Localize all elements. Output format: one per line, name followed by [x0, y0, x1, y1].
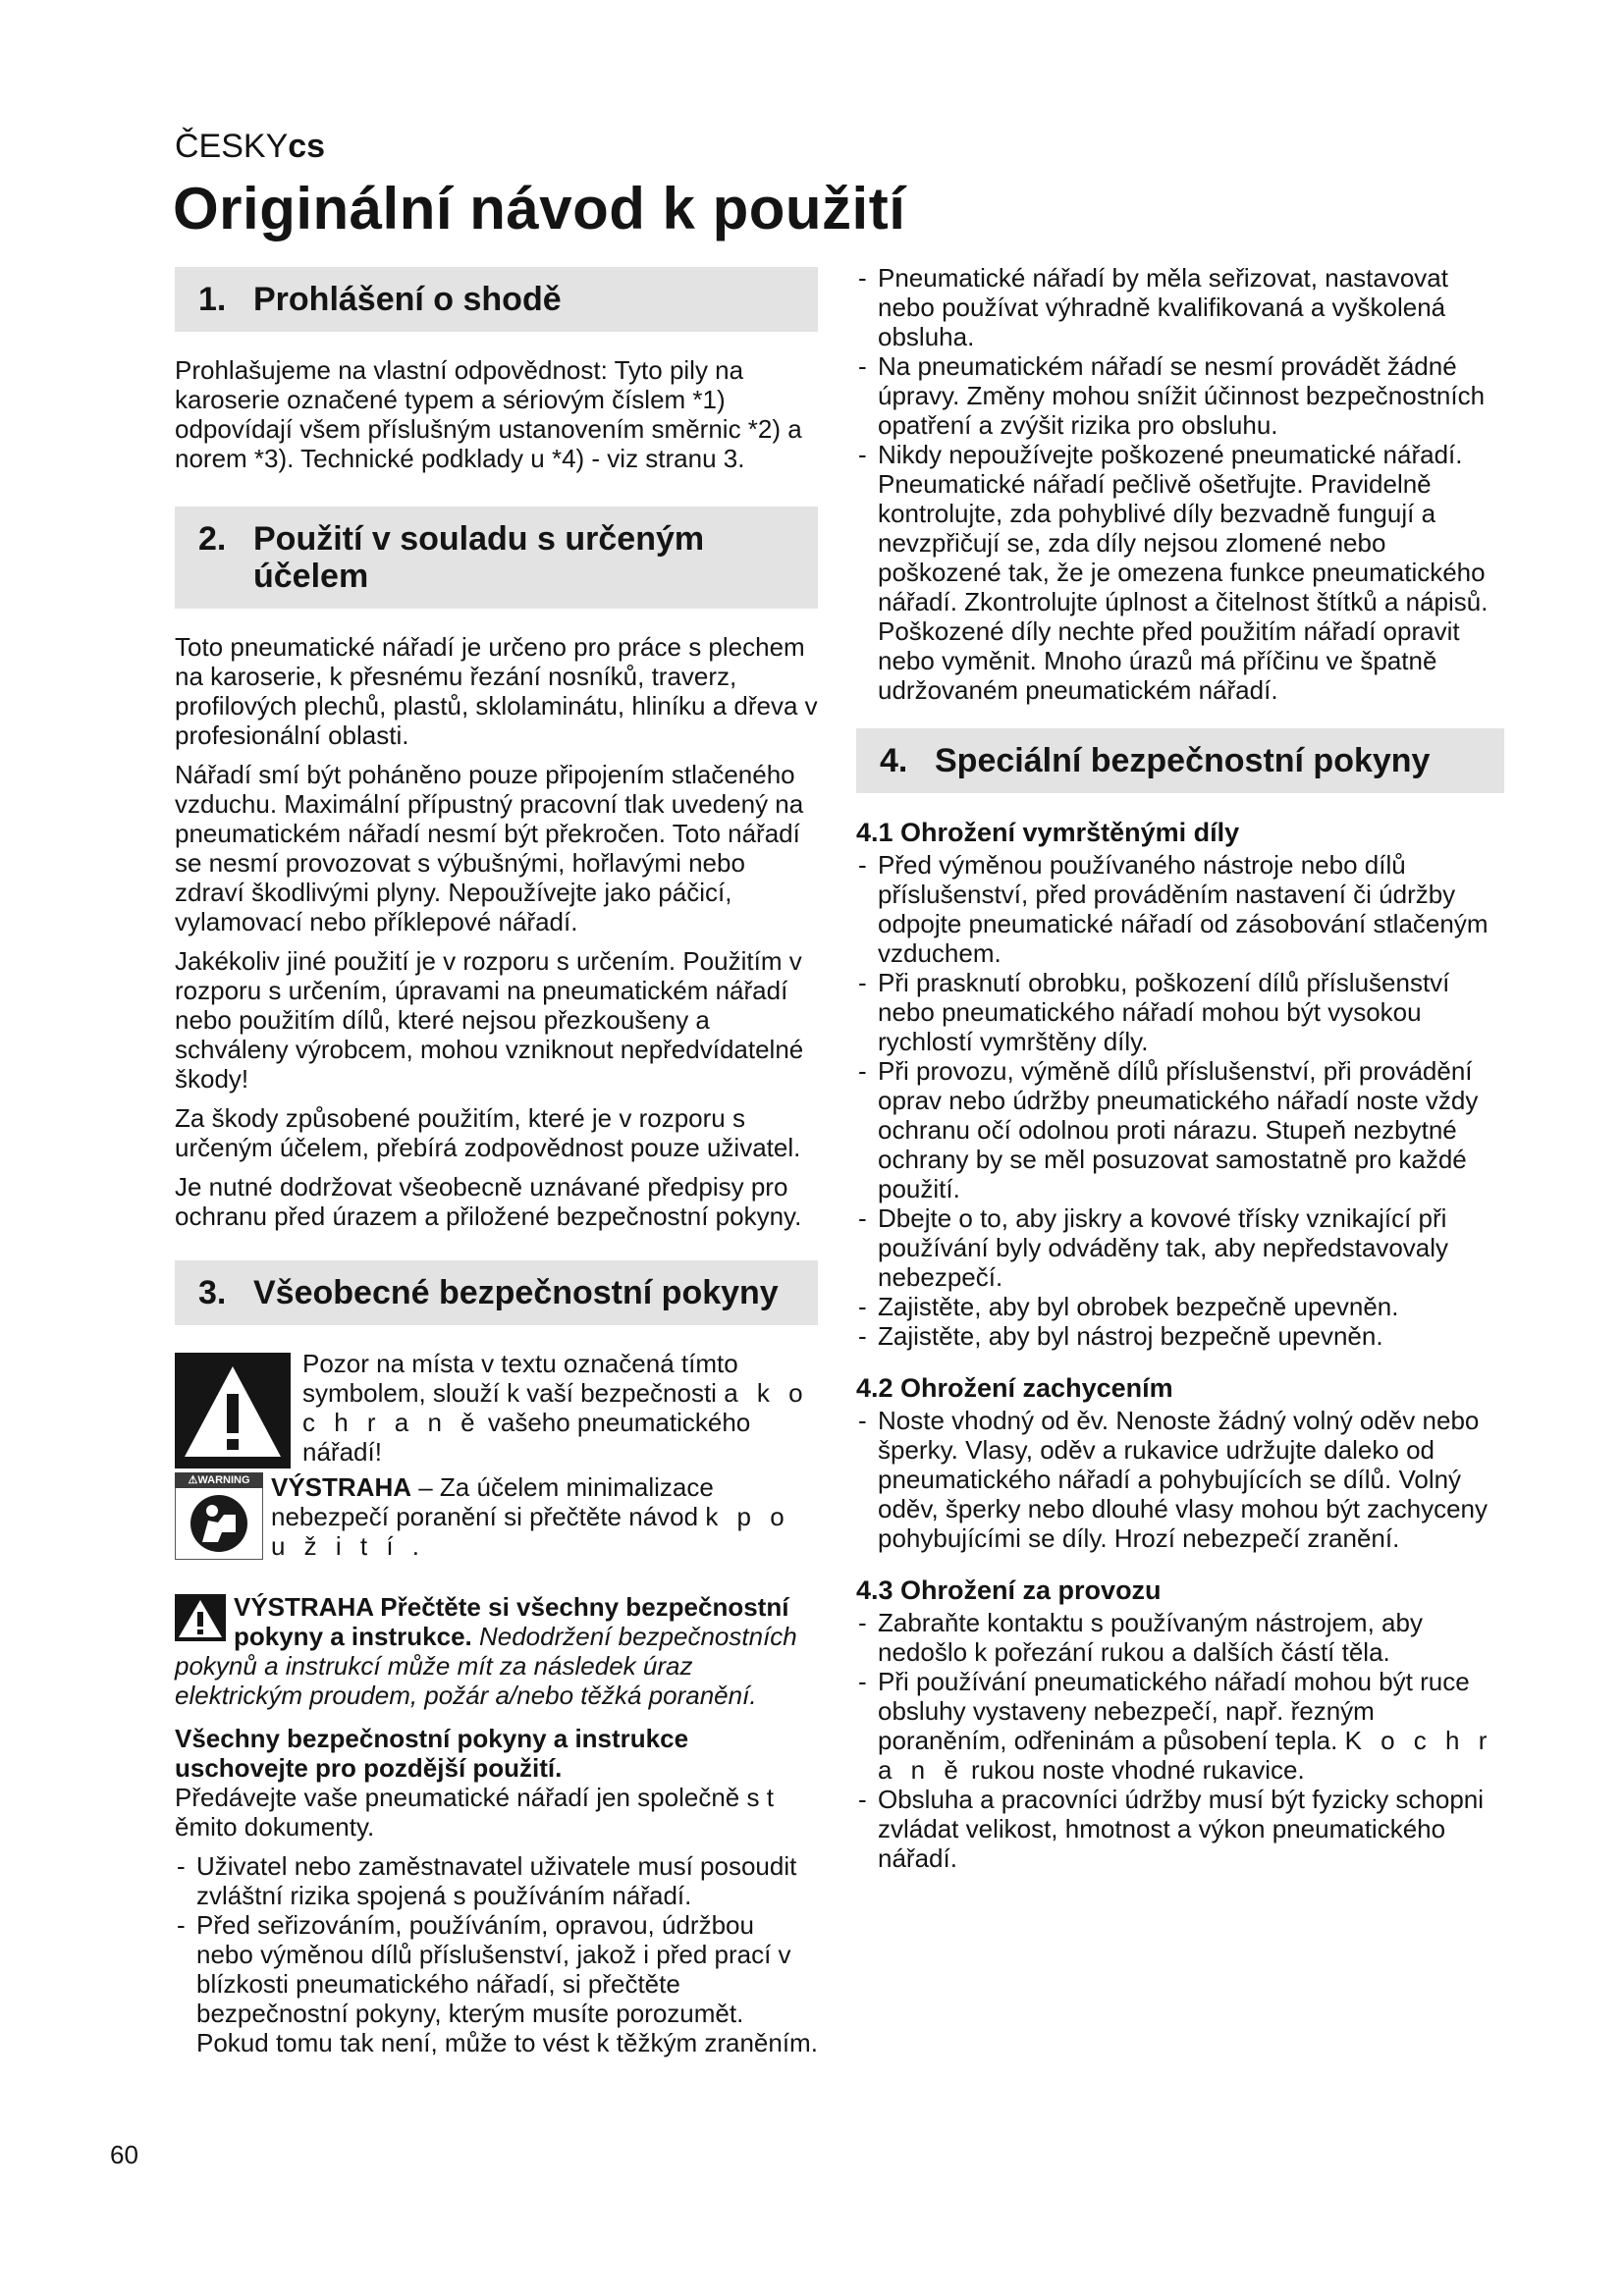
declaration-text: Prohlašujeme na vlastní odpovědnost: Tyto pily na karoserie označené typem a sériovým číslem *1) odpovídají všem příslušným ustanovením směrnic *2) a norem *3). Technické podklady u *4) - viz stranu 3. — [175, 355, 802, 473]
section-1-heading — [175, 267, 818, 332]
list-item: - Při provozu, výměně dílů příslušenství, při provádění oprav nebo údržby pneumatického nářadí noste vždy ochranu očí odolnou proti nárazu. Stupeň nezbytné ochrany by se měl posuzovat samostatně pro každé použití. — [856, 1056, 1504, 1203]
left-column — [175, 267, 818, 2067]
general-safety-list-continued — [856, 263, 1504, 705]
list-item: - Pneumatické nářadí by měla seřizovat, nastavovat nebo používat výhradně kvalifikovaná a vyškolená obsluha. — [856, 263, 1504, 351]
list-item: - Zabraňte kontaktu s používaným nástrojem, aby nedošlo k pořezání rukou a dalších částí těla. — [856, 1608, 1504, 1667]
warning-triangle-icon — [175, 1353, 291, 1468]
keep-instructions-heading: Všechny bezpečnostní pokyny a instrukce uschovejte pro pozdější použití. — [175, 1724, 689, 1783]
section-number: 2. — [198, 520, 227, 558]
section-2-heading — [175, 507, 818, 609]
paragraph: Nářadí smí být poháněno pouze připojením stlačeného vzduchu. Maximální přípustný pracovní tlak uvedený na pneumatickém nářadí nesmí být překročen. Toto nářadí se nesmí provozovat s výbušnými, hořlavými nebo zdraví škodlivými plyny. Nepoužívejte jako páčicí, vylamovací nebo příklepové nářadí. — [175, 760, 804, 936]
language-label — [175, 128, 325, 166]
list-item: - Při prasknutí obrobku, poškození dílů příslušenství nebo pneumatického nářadí mohou být vysokou rychlostí vymrštěny díly. — [856, 968, 1504, 1056]
warning-keyword: VÝSTRAHA — [271, 1472, 412, 1502]
paragraph: Toto pneumatické nářadí je určeno pro práce s plechem na karoserie, k přesnému řezání nosníků, traverz, profilových plechů, plastů, sklolaminátu, hliníku a dřeva v profesionální oblasti. — [175, 632, 818, 750]
read-manual-icon — [175, 1472, 263, 1560]
warning-label: ⚠WARNING — [175, 1472, 263, 1488]
list-item-text: Při používání pneumatického nářadí mohou být ruce obsluhy vystaveny nebezpečí, např. řezným poraněním, odřeninám a působení tepla. — [878, 1667, 1470, 1755]
list-item-text: rukou noste vhodné rukavice. — [963, 1755, 1305, 1785]
keep-instructions-text: Předávejte vaše pneumatické nářadí jen společně s t ěmito dokumenty. — [175, 1783, 774, 1842]
section-4-heading — [856, 728, 1504, 793]
spaced-text: K o c h r a n ě — [878, 1726, 1493, 1785]
paragraph: Za škody způsobené použitím, které je v rozporu s určeným účelem, přebírá zodpovědnost pouze uživatel. — [175, 1103, 801, 1162]
symbol-note-part: vašeho pneumatického nářadí! — [302, 1408, 751, 1467]
symbol-note-spaced: a k o c h r a n ě — [302, 1378, 809, 1437]
ejected-parts-list — [856, 850, 1504, 1351]
list-item: - Před výměnou používaného nástroje nebo dílů příslušenství, před prováděním nastavení či údržby odpojte pneumatické nářadí od zásobování stlačeným vzduchem. — [856, 850, 1504, 968]
section-title: Použití v souladu s určeným účelem — [253, 520, 705, 595]
right-column — [856, 263, 1504, 1883]
warning-bold-text: VÝSTRAHA Přečtěte si všechny bezpečnostní pokyny a instrukce. — [234, 1592, 789, 1651]
section-number: 3. — [198, 1274, 227, 1311]
section-title: Speciální bezpečnostní pokyny — [935, 742, 1431, 779]
operation-hazards-list — [856, 1608, 1504, 1873]
list-item: - Noste vhodný od ěv. Nenoste žádný volný oděv nebo šperky. Vlasy, oděv a rukavice udržujte daleko od pneumatického nářadí a pohybujících se dílů. Volný oděv, šperky nebo dlouhé vlasy mohou být zachyceny pohybujícími se díly. Hrozí nebezpečí zranění. — [856, 1406, 1504, 1553]
list-item: - Dbejte o to, aby jiskry a kovové třísky vznikající při používání byly odváděny tak, aby nepředstavovaly nebezpečí. — [856, 1203, 1504, 1292]
paragraph: Je nutné dodržovat všeobecně uznávané předpisy pro ochranu před úrazem a přiložené bezpečnostní pokyny. — [175, 1172, 802, 1231]
section-3-heading — [175, 1260, 818, 1325]
warning-italic-text: Nedodržení bezpečnostních pokynů a instrukcí může mít za následek úraz elektrickým proudem, požár a/nebo těžká poranění. — [175, 1622, 797, 1710]
list-item: - Uživatel nebo zaměstnavatel uživatele musí posoudit zvláštní rizika spojená s používáním nářadí. — [175, 1851, 818, 1910]
section-number: 4. — [880, 742, 908, 779]
manual-person-icon — [189, 1493, 249, 1554]
general-safety-list — [175, 1851, 818, 2057]
page-title: Originální návod k použití — [173, 176, 906, 241]
symbol-note — [175, 1349, 818, 1468]
language-code: cs — [288, 128, 326, 165]
language-name: ČESKY — [175, 128, 289, 165]
warning-text: – Za účelem minimalizace nebezpečí poranění si přečtěte návod — [271, 1472, 714, 1531]
entanglement-list — [856, 1406, 1504, 1553]
section-title: Všeobecné bezpečnostní pokyny — [253, 1274, 779, 1311]
list-item: - Nikdy nepoužívejte poškozené pneumatické nářadí. Pneumatické nářadí pečlivě ošetřujte. Pravidelně kontrolujte, zda pohyblivé díly bezvadně fungují a nevzpřičují se, zda díly nejsou zlomené nebo poškozené tak, že je omezena funkce pneumatického nářadí. Zkontrolujte úplnost a čitelnost štítků a nápisů. Poškozené díly nechte před použitím nářadí opravit nebo vyměnit. Mnoho úrazů má příčinu ve špatně udržovaném pneumatickém nářadí. — [856, 440, 1504, 705]
list-item: - Obsluha a pracovníci údržby musí být fyzicky schopni zvládat velikost, hmotnost a výkon pneumatického nářadí. — [856, 1785, 1504, 1873]
warning-triangle-small-icon — [175, 1594, 226, 1641]
symbol-note-text — [302, 1349, 818, 1467]
read-manual-text — [271, 1472, 818, 1561]
paragraph: Jakékoliv jiné použití je v rozporu s určením. Použitím v rozporu s určením, úpravami na pneumatickém nářadí nebo použitím dílů, které nejsou přezkoušeny a schváleny výrobcem, mohou vzniknout nepředvídatelné škody! — [175, 946, 804, 1094]
list-item — [856, 1667, 1504, 1785]
section-number: 1. — [198, 281, 227, 318]
list-item: - Zajistěte, aby byl nástroj bezpečně upevněn. — [856, 1321, 1504, 1351]
list-item: - Před seřizováním, používáním, opravou, údržbou nebo výměnou dílů příslušenství, jakož i před prací v blízkosti pneumatického nářadí, si přečtěte bezpečnostní pokyny, kterým musíte porozumět. Pokud tomu tak není, může to vést k těžkým zraněním. — [175, 1910, 818, 2057]
symbol-note-part: Pozor na místa v textu označená tímto symbolem, slouží k vaší bezpečnosti — [302, 1349, 738, 1408]
section-title: Prohlášení o shodě — [253, 281, 562, 318]
read-manual-warning — [175, 1472, 818, 1561]
warning-spaced-text: k p o u ž i t í . — [271, 1502, 790, 1561]
subsection-4-1-heading: 4.1 Ohrožení vymrštěnými díly — [856, 818, 1240, 847]
subsection-4-3-heading: 4.3 Ohrožení za provozu — [856, 1575, 1162, 1605]
read-all-warning — [175, 1592, 818, 1710]
subsection-4-2-heading: 4.2 Ohrožení zachycením — [856, 1373, 1173, 1403]
list-item: - Zajistěte, aby byl obrobek bezpečně upevněn. — [856, 1292, 1504, 1321]
list-item: - Na pneumatickém nářadí se nesmí provádět žádné úpravy. Změny mohou snížit účinnost bezpečnostních opatření a zvýšit rizika pro obsluhu. — [856, 351, 1504, 440]
page-number: 60 — [110, 2140, 138, 2169]
